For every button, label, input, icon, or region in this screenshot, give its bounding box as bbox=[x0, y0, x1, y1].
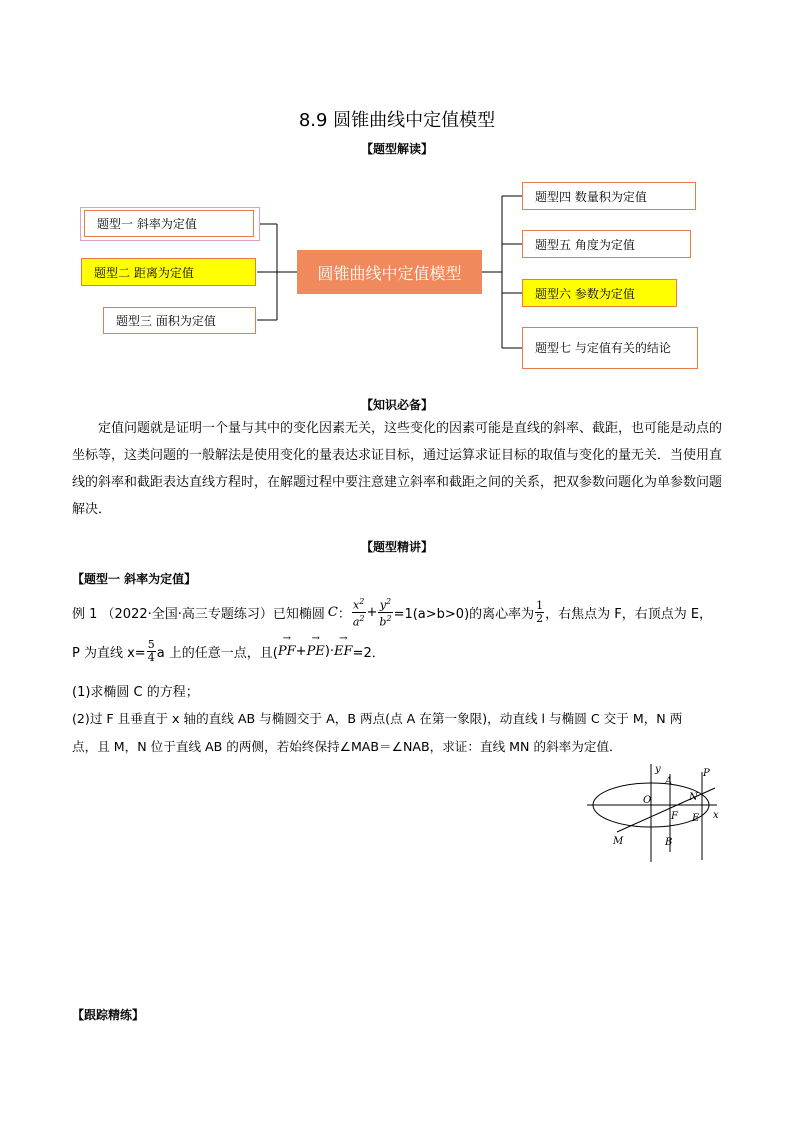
vector-pe: → PE bbox=[307, 644, 325, 659]
example1-curve-name: C bbox=[327, 604, 338, 620]
label-x: x bbox=[713, 810, 719, 821]
example1-line2: P 为直线 x= $\frac{5}{4}$ a 上的任意一点，且( → PF + → PE )· → EF =2． bbox=[72, 636, 385, 666]
mindmap-center-node: 圆锥曲线中定值模型 bbox=[297, 250, 482, 294]
label-n: N bbox=[689, 792, 698, 803]
label-m: M bbox=[613, 836, 624, 847]
label-o: O bbox=[643, 795, 652, 806]
ellipse-figure bbox=[585, 760, 725, 865]
question-2-line2: 点，且 M，N 位于直线 AB 的两侧，若始终保持∠MAB＝∠NAB，求证：直线 MN 的斜率为定值． bbox=[72, 739, 622, 754]
label-e: E bbox=[692, 813, 700, 824]
fraction-x2-a2: $\frac{x^2}{a^2}$ bbox=[352, 596, 365, 629]
example1-eq-mid: =1(a>b>0)的离心率为 bbox=[393, 606, 535, 622]
example1-after-ecc: ，右焦点为 F，右顶点为 E， bbox=[545, 606, 713, 622]
example1-line1: 例 1 （2022·全国·高三专题练习）已知椭圆 C ： $\frac{x^2}{a^2}$ + $\frac{y^2}{b^2}$ =1(a>b>0)的离心率为 $\frac{1}{2}$ ，右焦点为 F，右顶点为 E， bbox=[72, 596, 713, 629]
page-title: 8.9 圆锥曲线中定值模型 bbox=[298, 110, 496, 131]
label-p: P bbox=[703, 768, 710, 779]
fraction-five-fourths: $\frac{5}{4}$ bbox=[147, 637, 155, 664]
example1-line2-d: =2． bbox=[352, 645, 385, 661]
section-knowledge-heading: 【知识必备】 bbox=[360, 398, 433, 412]
vector-pf: → PF bbox=[278, 644, 296, 659]
mindmap-node-type3: 题型三 面积为定值 bbox=[103, 307, 256, 334]
line-mn bbox=[617, 788, 715, 832]
mindmap-node-type2: 题型二 距离为定值 bbox=[81, 258, 256, 286]
label-b: B bbox=[665, 837, 673, 848]
type1-heading: 【题型一 斜率为定值】 bbox=[72, 572, 197, 586]
label-y: y bbox=[655, 764, 661, 775]
fraction-one-half: $\frac{1}{2}$ bbox=[536, 598, 544, 625]
example1-line2-a: P 为直线 x= bbox=[72, 645, 146, 661]
mindmap-node-type4: 题型四 数量积为定值 bbox=[522, 182, 696, 210]
vector-ef: → EF bbox=[334, 644, 353, 659]
example1-lead: 例 1 （2022·全国·高三专题练习）已知椭圆 bbox=[72, 606, 325, 622]
section-practice-heading: 【跟踪精练】 bbox=[72, 1008, 145, 1022]
example1-line2-c: )· bbox=[324, 643, 335, 659]
fraction-y2-b2: $\frac{y^2}{b^2}$ bbox=[379, 596, 392, 629]
section-lecture-heading: 【题型精讲】 bbox=[360, 540, 433, 554]
section-reading-heading: 【题型解读】 bbox=[360, 142, 433, 156]
mindmap-node-type6: 题型六 参数为定值 bbox=[522, 279, 677, 307]
mindmap-node-type1: 题型一 斜率为定值 bbox=[84, 210, 254, 237]
question-2-line1: (2)过 F 且垂直于 x 轴的直线 AB 与椭圆交于 A，B 两点(点 A 在第一象限)，动直线 l 与椭圆 C 交于 M，N 两 bbox=[72, 711, 683, 726]
question-1: (1)求椭圆 C 的方程； bbox=[72, 685, 199, 700]
example1-line2-b: a 上的任意一点，且( bbox=[156, 645, 278, 661]
mindmap-node-type5: 题型五 角度为定值 bbox=[522, 230, 691, 258]
label-a: A bbox=[665, 776, 673, 787]
mindmap-node-type7: 题型七 与定值有关的结论 bbox=[522, 327, 698, 369]
label-f: F bbox=[671, 811, 678, 822]
knowledge-paragraph: 定值问题就是证明一个量与其中的变化因素无关，这些变化的因素可能是直线的斜率、截距，也可能是动点的坐标等，这类问题的一般解法是使用变化的量表达求证目标，通过运算求证目标的取值与变化的量无关．当使用直线的斜率和截距表达直线方程时，在解题过程中要注意建立斜率和截距之间的关系，把双参数问题化为单参数问题解决． bbox=[72, 421, 723, 517]
